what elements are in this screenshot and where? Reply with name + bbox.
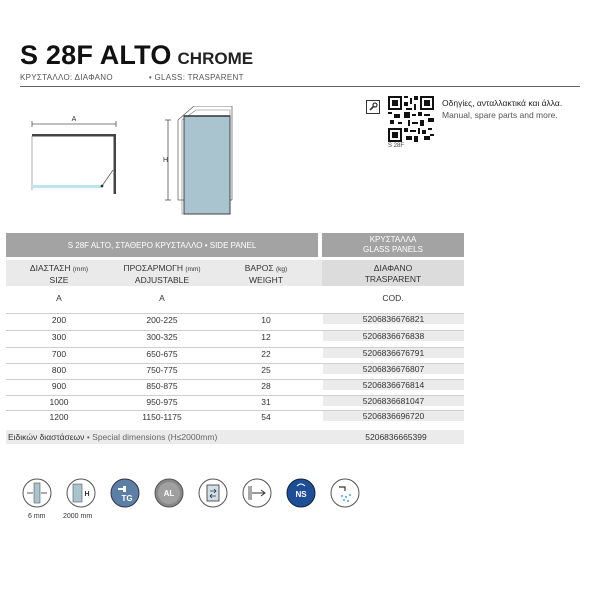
glass-subtitle (20, 73, 244, 82)
front-dimension-label: H (163, 157, 169, 164)
adjustable-cell: 1150-1175 (142, 412, 182, 422)
weight-cell: 54 (261, 412, 271, 422)
product-code-cell: 5206836676838 (322, 331, 464, 341)
special-dimensions-gr: Ειδικών διαστάσεων (8, 432, 85, 442)
product-code-cell: 5206836681047 (322, 396, 464, 406)
wrench-icon (366, 100, 380, 114)
size-cell: 1000 (49, 397, 69, 407)
col-size-sub: A (56, 293, 62, 303)
col-size-en: SIZE (49, 275, 69, 285)
table-row (6, 363, 464, 374)
easy-clean-icon (330, 478, 360, 508)
size-cell: 300 (51, 332, 67, 342)
table-row (6, 410, 464, 421)
glass-subtitle-gr: ΚΡΥΣΤΑΛΛΟ: ΔΙΑΦΑΝΟ (20, 73, 113, 82)
product-code-cell: 5206836696720 (322, 411, 464, 421)
glass-subtitle-en: • GLASS: TRASPARENT (148, 73, 244, 82)
col-size-unit: (mm) (72, 266, 89, 273)
adjustable-cell: 650-675 (146, 349, 178, 359)
size-cell: 200 (51, 315, 67, 325)
col-weight-gr: ΒΑΡΟΣ (244, 263, 274, 273)
col-weight-unit: (kg) (276, 266, 288, 273)
special-dimensions-en: • Special dimensions (H≤2000mm) (86, 432, 218, 442)
model-name: S 28F ALTO (20, 40, 172, 70)
col-adjustable-en: ADJUSTABLE (134, 275, 190, 285)
product-code-cell: 5206836676807 (322, 364, 464, 374)
front-view-diagram (160, 106, 260, 224)
weight-cell: 22 (261, 349, 271, 359)
col-weight-en: WEIGHT (249, 275, 283, 285)
adjustable-cell: 850-875 (146, 381, 178, 391)
tempered-label: TG (121, 494, 133, 503)
height-icon-letter: H (84, 491, 90, 498)
weight-cell: 31 (261, 397, 271, 407)
product-code-cell: 5206836676791 (322, 348, 464, 358)
table-row (6, 395, 464, 406)
col-glass-en: TRASPARENT (364, 274, 422, 284)
col-adjustable-unit: (mm) (185, 266, 201, 273)
col-size-gr: ΔΙΑΣΤΑΣΗ (29, 263, 71, 273)
plan-dimension-label: A (71, 116, 77, 123)
title-divider (20, 86, 580, 87)
product-title (20, 40, 253, 71)
glass-height-icon (66, 478, 96, 508)
thickness-label: 6 mm (28, 513, 46, 520)
aluminium-profile-icon (154, 478, 184, 508)
product-code-cell: 5206836676814 (322, 380, 464, 390)
glass-thickness-icon (22, 478, 52, 508)
adjustable-cell: 950-975 (146, 397, 178, 407)
size-cell: 700 (51, 349, 67, 359)
qr-text-gr: Οδηγίες, ανταλλακτικά και άλλα. (442, 98, 563, 108)
size-cell: 800 (51, 365, 67, 375)
qr-code-label: S 28F (388, 143, 405, 149)
col-glass-header (322, 263, 464, 285)
adjustable-cell: 750-775 (146, 365, 178, 375)
adjustable-cell: 300-325 (146, 332, 178, 342)
reversible-panel-icon (198, 478, 228, 508)
col-adjustable-gr: ΠΡΟΣΑΡΜΟΓΗ (123, 263, 183, 273)
table-title-right (322, 233, 464, 257)
size-cell: 900 (51, 381, 67, 391)
adjustable-cell: 200-225 (146, 315, 178, 325)
tempered-glass-icon (110, 478, 140, 508)
qr-text-en: Manual, spare parts and more. (442, 110, 558, 120)
plan-view-diagram (24, 112, 124, 196)
nano-label: NS (295, 490, 307, 499)
table-title-left: S 28F ALTO, ΣΤΑΘΕΡΟ ΚΡΥΣΤΑΛΛΟ • SIDE PANEL (6, 233, 318, 257)
weight-cell: 28 (261, 381, 271, 391)
product-code-cell: 5206836676821 (322, 314, 464, 324)
table-row (6, 313, 464, 324)
col-code-sub: COD. (382, 293, 404, 303)
glass-panels-title-en: GLASS PANELS (363, 245, 423, 254)
wall-fixing-icon (242, 478, 272, 508)
col-adjustable-header (114, 263, 210, 286)
weight-cell: 25 (261, 365, 271, 375)
weight-cell: 10 (261, 315, 271, 325)
table-row (6, 347, 464, 358)
weight-cell: 12 (261, 332, 271, 342)
col-adjustable-sub: A (159, 293, 165, 303)
col-weight-header (234, 263, 298, 286)
table-row (6, 379, 464, 390)
glass-panels-title-gr: ΚΡΥΣΤΑΛΛΑ (369, 235, 417, 244)
finish-name: CHROME (177, 49, 254, 68)
special-dimensions-label (8, 432, 217, 442)
height-label: 2000 mm (63, 513, 93, 520)
special-dimensions-row (6, 430, 464, 444)
size-cell: 1200 (49, 412, 69, 422)
nano-coating-icon (286, 478, 316, 508)
qr-code-icon[interactable] (388, 96, 434, 142)
special-code-cell: 5206836665399 (365, 432, 427, 442)
table-row (6, 330, 464, 341)
col-glass-gr: ΔΙΑΦΑΝΟ (373, 263, 413, 273)
col-size-header (22, 263, 96, 286)
aluminium-label: AL (163, 489, 175, 498)
